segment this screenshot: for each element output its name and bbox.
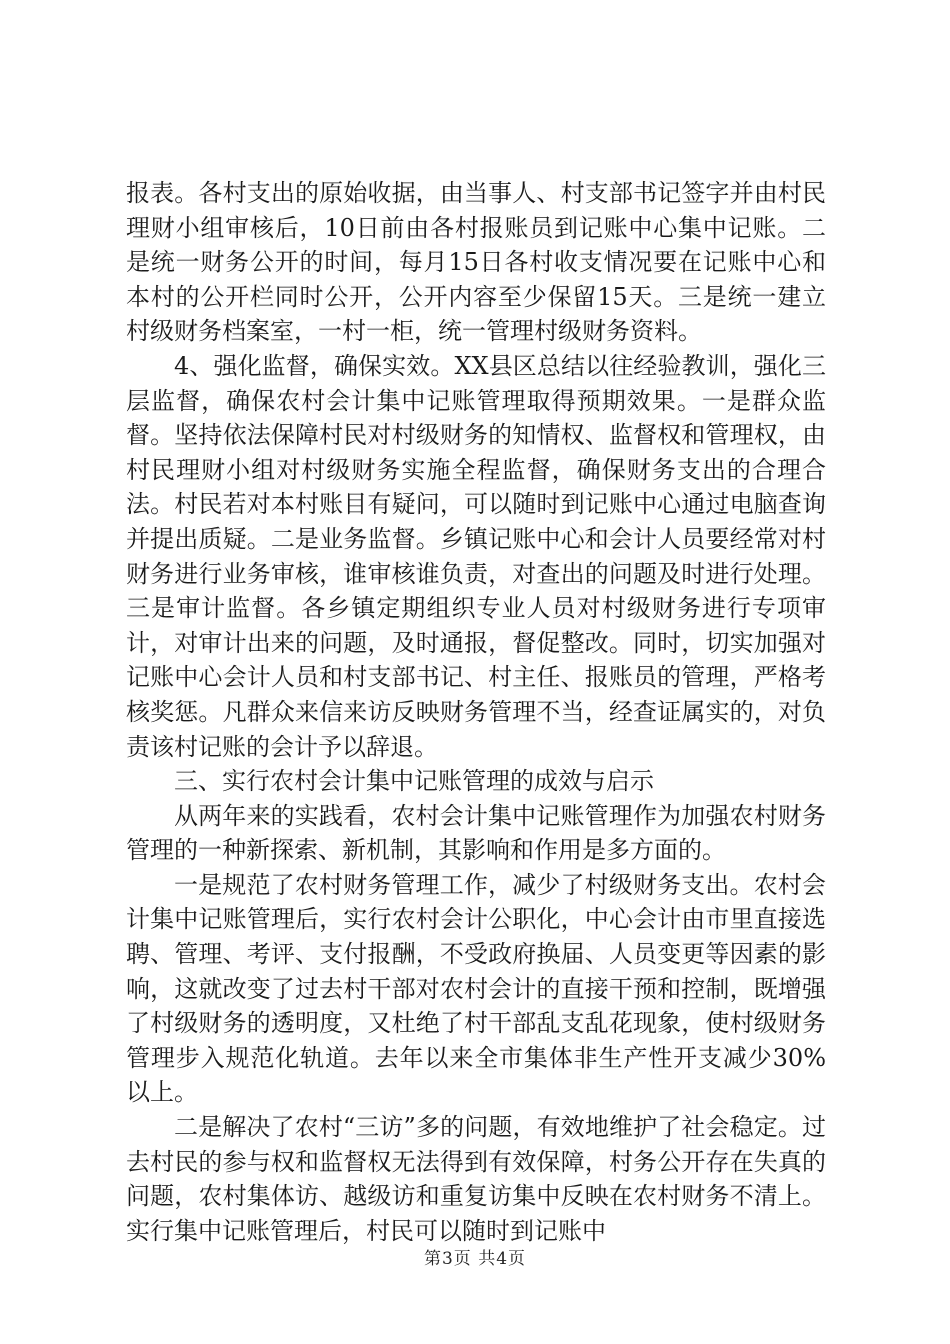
document-body <box>126 176 826 1248</box>
paragraph-5: 二是解决了农村“三访”多的问题，有效地维护了社会稳定。过去村民的参与权和监督权无法得到有效保障，村务公开存在失真的问题，农村集体访、越级访和重复访集中反映在农村财务不清上。实行集中记账管理后，村民可以随时到记账中 <box>126 1113 826 1245</box>
paragraph-4: 一是规范了农村财务管理工作，减少了村级财务支出。农村会计集中记账管理后，实行农村会计公职化，中心会计由市里直接选聘、管理、考评、支付报酬，不受政府换届、人员变更等因素的影响，这就改变了过去村干部对农村会计的直接干预和控制，既增强了村级财务的透明度，又杜绝了村干部乱支乱花现象，使村级财务管理步入规范化轨道。去年以来全市集体非生产性开支减少30%以上。 <box>126 870 826 1107</box>
section-heading: 三、实行农村会计集中记账管理的成效与启示 <box>174 767 654 796</box>
page-footer: 第3页 共4页 <box>423 1249 527 1269</box>
paragraph-2: 4、强化监督，确保实效。XX县区总结以往经验教训，强化三层监督，确保农村会计集中记账管理取得预期效果。一是群众监督。坚持依法保障村民对村级财务的知情权、监督权和管理权，由村民理财小组对村级财务实施全程监督，确保财务支出的合理合法。村民若对本村账目有疑问，可以随时到记账中心通过电脑查询并提出质疑。二是业务监督。乡镇记账中心和会计人员要经常对村财务进行业务审核，谁审核谁负责，对查出的问题及时进行处理。三是审计监督。各乡镇定期组织专业人员对村级财务进行专项审计，对审计出来的问题，及时通报，督促整改。同时，切实加强对记账中心会计人员和村支部书记、村主任、报账员的管理，严格考核奖惩。凡群众来信来访反映财务管理不当，经查证属实的，对负责该村记账的会计予以辞退。 <box>126 351 826 761</box>
paragraph-1: 报表。各村支出的原始收据，由当事人、村支部书记签字并由村民理财小组审核后，10日前由各村报账员到记账中心集中记账。二是统一财务公开的时间，每月15日各村收支情况要在记账中心和本村的公开栏同时公开，公开内容至少保留15天。三是统一建立村级财务档案室，一村一柜，统一管理村级财务资料。 <box>126 179 826 346</box>
paragraph-3: 从两年来的实践看，农村会计集中记账管理作为加强农村财务管理的一种新探索、新机制，其影响和作用是多方面的。 <box>126 801 826 865</box>
